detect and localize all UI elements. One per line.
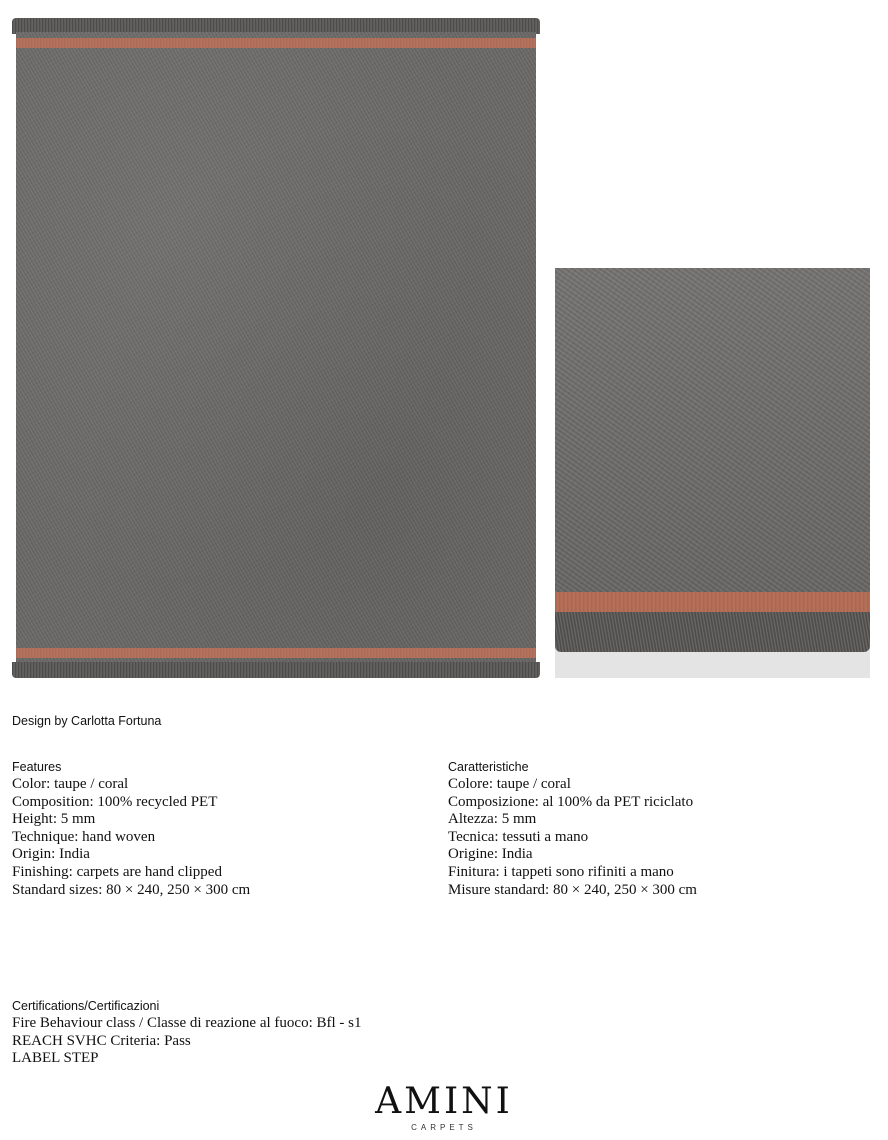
amini-logo (0, 1083, 888, 1132)
caratteristica-line: Origine: India (448, 846, 533, 863)
rug-weave (16, 32, 536, 664)
caratteristica-line: Finitura: i tappeti sono rifiniti a mano (448, 863, 674, 880)
feature-line: Standard sizes: 80 × 240, 250 × 300 cm (12, 881, 251, 898)
rug-stripe-top (16, 38, 536, 48)
rug-fringe-bottom (12, 662, 540, 678)
logo-wordmark: AMINI (375, 1081, 513, 1122)
logo-subtitle: CARPETS (411, 1123, 477, 1132)
feature-line: Technique: hand woven (12, 828, 156, 845)
detail-stripe (555, 592, 870, 612)
certification-line: LABEL STEP (12, 1050, 99, 1067)
certifications-heading: Certifications/Certificazioni (12, 999, 160, 1013)
designer-credit: Design by Carlotta Fortuna (12, 714, 162, 728)
certifications (12, 999, 612, 1068)
feature-line: Origin: India (12, 846, 90, 863)
features-italian (448, 760, 868, 899)
caratteristica-line: Altezza: 5 mm (448, 811, 537, 828)
feature-line: Color: taupe / coral (12, 776, 129, 792)
certification-line: Fire Behaviour class / Classe di reazione al fuoco: Bfl - s1 (12, 1015, 362, 1031)
feature-line: Height: 5 mm (12, 811, 96, 828)
caratteristica-line: Composizione: al 100% da PET riciclato (448, 793, 694, 810)
caratteristica-line: Misure standard: 80 × 240, 250 × 300 cm (448, 881, 697, 898)
caratteristica-line: Colore: taupe / coral (448, 776, 571, 792)
caratteristica-line: Tecnica: tessuti a mano (448, 828, 589, 845)
certification-line: REACH SVHC Criteria: Pass (12, 1032, 191, 1049)
rug-full-image (12, 18, 540, 678)
detail-weave (555, 268, 870, 592)
feature-line: Finishing: carpets are hand clipped (12, 863, 222, 880)
features-heading: Features (12, 760, 62, 774)
features-english (12, 760, 432, 899)
rug-stripe-bottom (16, 648, 536, 658)
caratteristiche-heading: Caratteristiche (448, 760, 529, 774)
feature-line: Composition: 100% recycled PET (12, 793, 218, 810)
rug-detail-image (555, 268, 870, 678)
detail-fringe (555, 612, 870, 652)
